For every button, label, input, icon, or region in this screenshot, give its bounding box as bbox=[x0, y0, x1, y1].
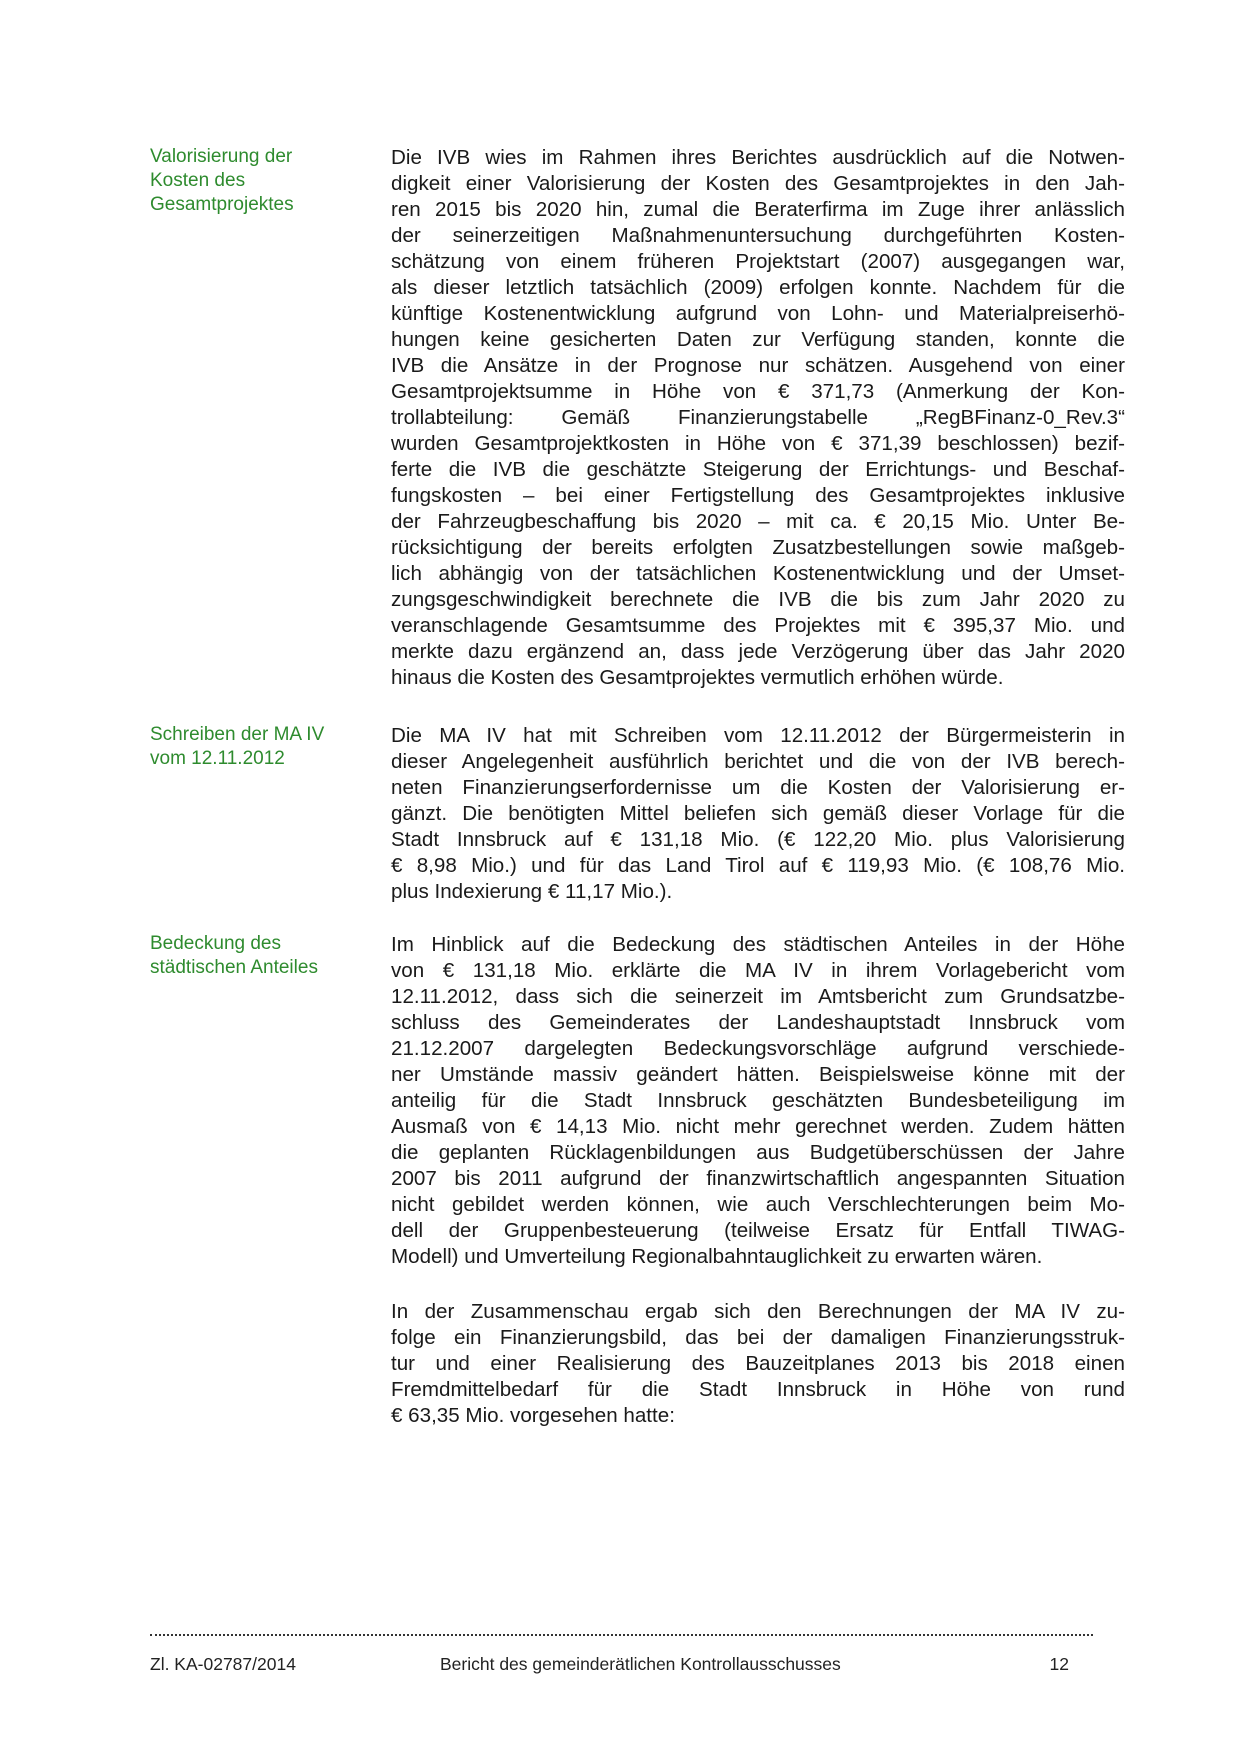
body-paragraph: In der Zusammenschau ergab sich den Berechnungen der MA IV zu- folge ein Finanzierungsbild, das bei der damaligen Finanzierungsstruk- tur und einer Realisierung des Bauzeitplanes 2013 bis 2018 einen Fremdmittelbedarf für die Stadt Innsbruck in Höhe von rund € 63,35 Mio. vorgesehen hatte: bbox=[391, 1300, 1125, 1427]
document-reference: Zl. KA-02787/2014 bbox=[150, 1654, 296, 1674]
report-title: Bericht des gemeinderätlichen Kontrollausschusses bbox=[440, 1654, 841, 1674]
body-paragraph: Die IVB wies im Rahmen ihres Berichtes ausdrücklich auf die Notwen- digkeit einer Valorisierung der Kosten des Gesamtprojektes in den Jah- ren 2015 bis 2020 hin, zumal die Beraterfirma im Zuge ihrer anlässlich der seinerzeitigen Maßnahmenuntersuchung durchgeführten Kosten- schätzung von einem früheren Projektstart (2007) ausgegangen war, als dieser letztlich tatsächlich (2009) erfolgen konnte. Nachdem für die künftige Kostenentwicklung aufgrund von Lohn- und Materialpreiserhö- hungen keine gesicherten Daten zur Verfügung standen, konnte die IVB die Ansätze in der Prognose nur schätzen. Ausgehend von einer Gesamtprojektsumme in Höhe von € 371,73 (Anmerkung der Kon- trollabteilung: Gemäß Finanzierungstabelle „RegBFinanz-0_Rev.3“ wurden Gesamtprojektkosten in Höhe von € 371,39 beschlossen) bezif- ferte die IVB die geschätzte Steigerung der Errichtungs- und Beschaf- fungskosten – bei einer Fertigstellung des Gesamtprojektes inklusive der Fahrzeugbeschaffung bis 2020 – mit ca. € 20,15 Mio. Unter Be- rücksichtigung der bereits erfolgten Zusatzbestellungen sowie maßgeb- lich abhängig von der tatsächlichen Kostenentwicklung und der Umset- zungsgeschwindigkeit berechnete die IVB die bis zum Jahr 2020 zu veranschlagende Gesamtsumme des Projektes mit € 395,37 Mio. und merkte dazu ergänzend an, dass jede Verzögerung über das Jahr 2020 hinaus die Kosten des Gesamtprojektes vermutlich erhöhen würde. bbox=[391, 146, 1125, 689]
body-paragraph: Im Hinblick auf die Bedeckung des städtischen Anteiles in der Höhe von € 131,18 Mio. erklärte die MA IV in ihrem Vorlagebericht vom 12.11.2012, dass sich die seinerzeit im Amtsbericht zum Grundsatzbe- schluss des Gemeinderates der Landeshauptstadt Innsbruck vom 21.12.2007 dargelegten Bedeckungsvorschläge aufgrund verschiede- ner Umstände massiv geändert hätten. Beispielsweise könne mit der anteilig für die Stadt Innsbruck geschätzten Bundesbeteiligung im Ausmaß von € 14,13 Mio. nicht mehr gerechnet werden. Zudem hätten die geplanten Rücklagenbildungen aus Budgetüberschüssen der Jahre 2007 bis 2011 aufgrund der finanzwirtschaftlich angespannten Situation nicht gebildet werden können, wie auch Verschlechterungen beim Mo- dell der Gruppenbesteuerung (teilweise Ersatz für Entfall TIWAG- Modell) und Umverteilung Regionalbahntauglichkeit zu erwarten wären. bbox=[391, 933, 1125, 1268]
margin-note: Bedeckung des städtischen Anteiles bbox=[150, 933, 318, 978]
margin-note: Valorisierung der Kosten des Gesamtprojektes bbox=[150, 146, 294, 215]
page-footer bbox=[150, 1654, 1093, 1678]
body-paragraph: Die MA IV hat mit Schreiben vom 12.11.2012 der Bürgermeisterin in dieser Angelegenheit ausführlich berichtet und die von der IVB berech- neten Finanzierungserfordernisse um die Kosten der Valorisierung er- gänzt. Die benötigten Mittel beliefen sich gemäß dieser Vorlage für die Stadt Innsbruck auf € 131,18 Mio. (€ 122,20 Mio. plus Valorisierung € 8,98 Mio.) und für das Land Tirol auf € 119,93 Mio. (€ 108,76 Mio. plus Indexierung € 11,17 Mio.). bbox=[391, 724, 1125, 903]
footer-divider bbox=[150, 1634, 1093, 1636]
margin-note: Schreiben der MA IV vom 12.11.2012 bbox=[150, 724, 325, 769]
page-number: 12 bbox=[1049, 1654, 1069, 1674]
